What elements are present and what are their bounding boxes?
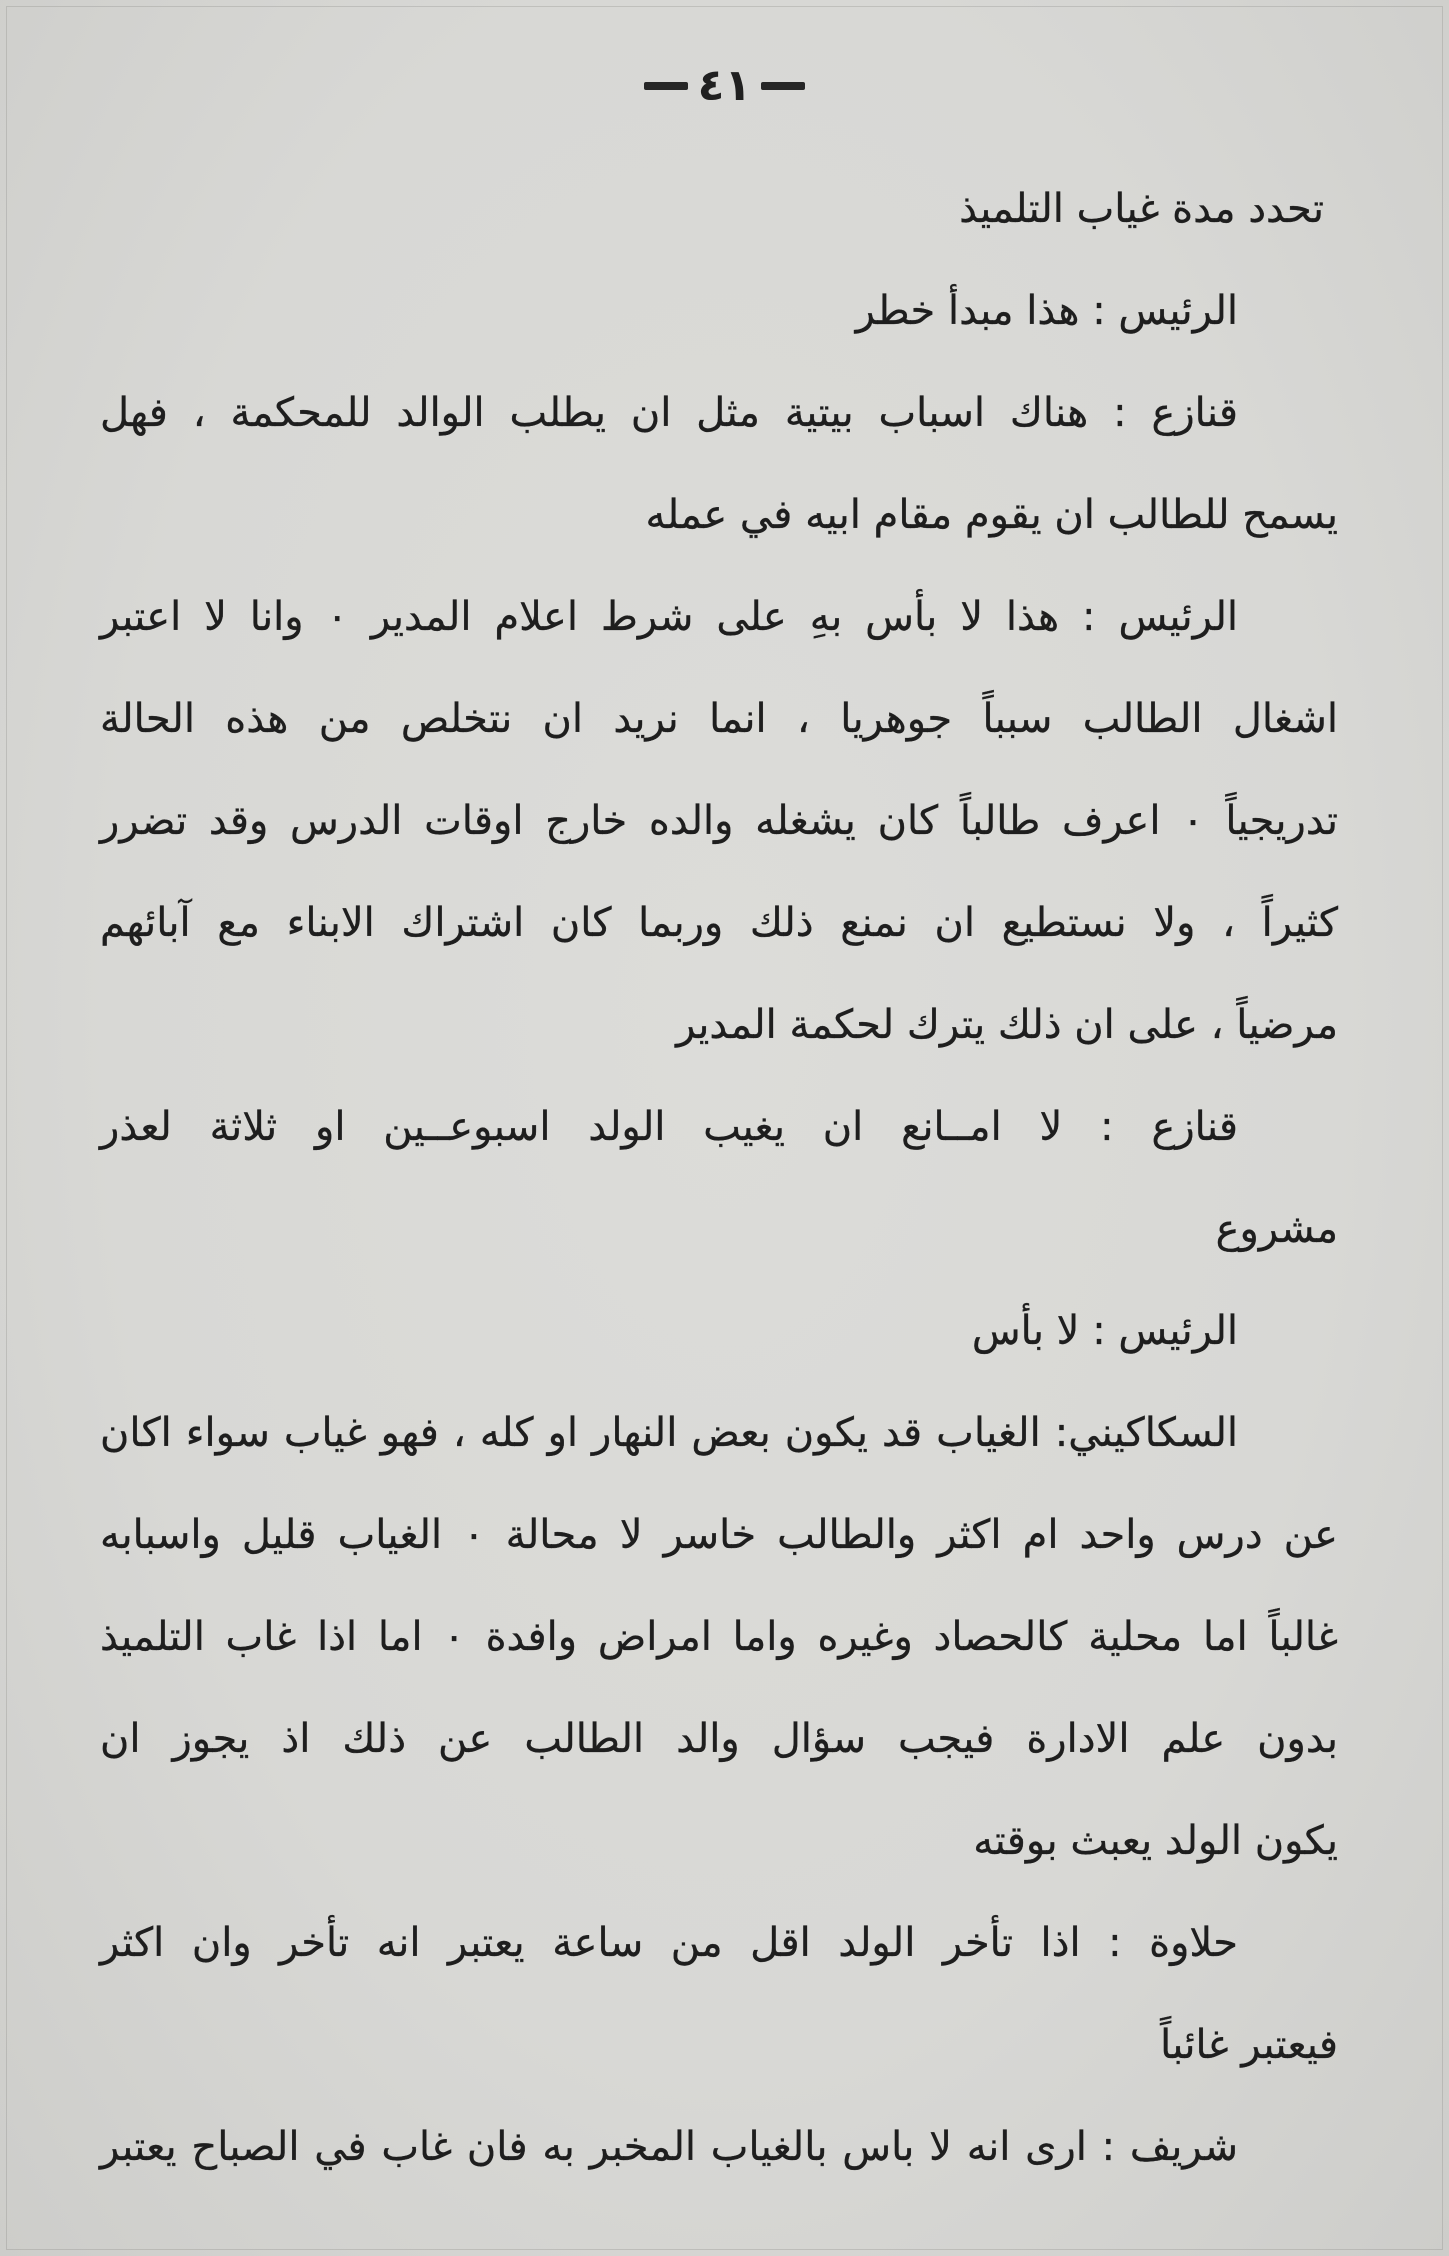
line-text: مشروع: [1215, 1206, 1338, 1252]
line-text: هذا لا بأس بهِ على شرط اعلام المدير ٠ وانا لا اعتبر: [100, 594, 1060, 640]
dialogue-line: [100, 260, 1338, 362]
line-text: هناك اسباب بيتية مثل ان يطلب الوالد للمحكمة ، فهل: [100, 390, 1089, 436]
speaker-separator: :: [1082, 594, 1096, 640]
text-line: [100, 1688, 1338, 1790]
speaker-name: حلاوة: [1149, 1920, 1238, 1966]
line-text: مرضياً ، على ان ذلك يترك لحكمة المدير: [676, 1002, 1338, 1048]
speaker-name: قنازع: [1151, 1104, 1239, 1150]
dialogue-line: [100, 362, 1338, 464]
text-line: [100, 464, 1338, 566]
speaker-name: السكاكيني: [1068, 1410, 1238, 1456]
text-line: [100, 668, 1338, 770]
line-text: كثيراً ، ولا نستطيع ان نمنع ذلك وربما كان اشتراك الابناء مع آبائهم: [100, 900, 1338, 946]
speaker-separator: :: [1108, 1920, 1122, 1966]
speaker-name: الرئيس: [1118, 594, 1239, 640]
line-text: لا امــانع ان يغيب الولد اسبوعــين او ثلاثة لعذر: [100, 1104, 1063, 1150]
text-line: [100, 158, 1338, 260]
text-line: [100, 872, 1338, 974]
line-text: هذا مبدأ خطر: [855, 288, 1080, 334]
right-dash-ornament: [761, 82, 805, 90]
speaker-separator: :: [1113, 390, 1127, 436]
line-text: عن درس واحد ام اكثر والطالب خاسر لا محالة ٠ الغياب قليل واسبابه: [100, 1512, 1338, 1558]
line-text: يسمح للطالب ان يقوم مقام ابيه في عمله: [645, 492, 1338, 538]
dialogue-line: [100, 1280, 1338, 1382]
speaker-name: شريف: [1129, 2124, 1238, 2170]
text-line: [100, 1994, 1338, 2096]
text-line: [100, 974, 1338, 1076]
speaker-name: قنازع: [1151, 390, 1239, 436]
line-text: الغياب قد يكون بعض النهار او كله ، فهو غياب سواء اكان: [100, 1410, 1041, 1456]
line-text: تحدد مدة غياب التلميذ: [959, 186, 1324, 232]
line-text: تدريجياً ٠ اعرف طالباً كان يشغله والده خارج اوقات الدرس وقد تضرر: [100, 798, 1338, 844]
page-number-header: [0, 56, 1449, 116]
speaker-name: الرئيس: [1118, 1308, 1238, 1354]
text-line: [100, 1178, 1338, 1280]
speaker-separator: :: [1054, 1410, 1069, 1456]
line-text: يكون الولد يعبث بوقته: [973, 1818, 1338, 1864]
text-line: [100, 1790, 1338, 1892]
dialogue-line: [100, 2096, 1338, 2198]
speaker-separator: :: [1092, 1308, 1106, 1354]
page-number: ٤١: [697, 60, 752, 111]
line-text: ارى انه لا باس بالغياب المخبر به فان غاب في الصباح يعتبر: [100, 2124, 1087, 2170]
line-text: اذا تأخر الولد اقل من ساعة يعتبر انه تأخر وان اكثر: [100, 1920, 1081, 1966]
speaker-separator: :: [1092, 288, 1106, 334]
line-text: لا بأس: [971, 1308, 1080, 1354]
text-line: [100, 770, 1338, 872]
speaker-separator: :: [1100, 1104, 1114, 1150]
line-text: اشغال الطالب سبباً جوهريا ، انما نريد ان نتخلص من هذه الحالة: [100, 696, 1338, 742]
text-line: [100, 1484, 1338, 1586]
line-text: غالباً اما محلية كالحصاد وغيره واما امراض وافدة ٠ اما اذا غاب التلميذ: [100, 1614, 1338, 1660]
text-line: [100, 1586, 1338, 1688]
left-dash-ornament: [644, 82, 688, 90]
line-text: فيعتبر غائباً: [1160, 2022, 1338, 2068]
speaker-name: الرئيس: [1118, 288, 1238, 334]
page-body-text: [100, 158, 1338, 2198]
dialogue-line: [100, 1076, 1338, 1178]
line-text: بدون علم الادارة فيجب سؤال والد الطالب عن ذلك اذ يجوز ان: [100, 1716, 1338, 1762]
dialogue-line: [100, 1892, 1338, 1994]
dialogue-line: [100, 1382, 1338, 1484]
dialogue-line: [100, 566, 1338, 668]
speaker-separator: :: [1101, 2124, 1116, 2170]
